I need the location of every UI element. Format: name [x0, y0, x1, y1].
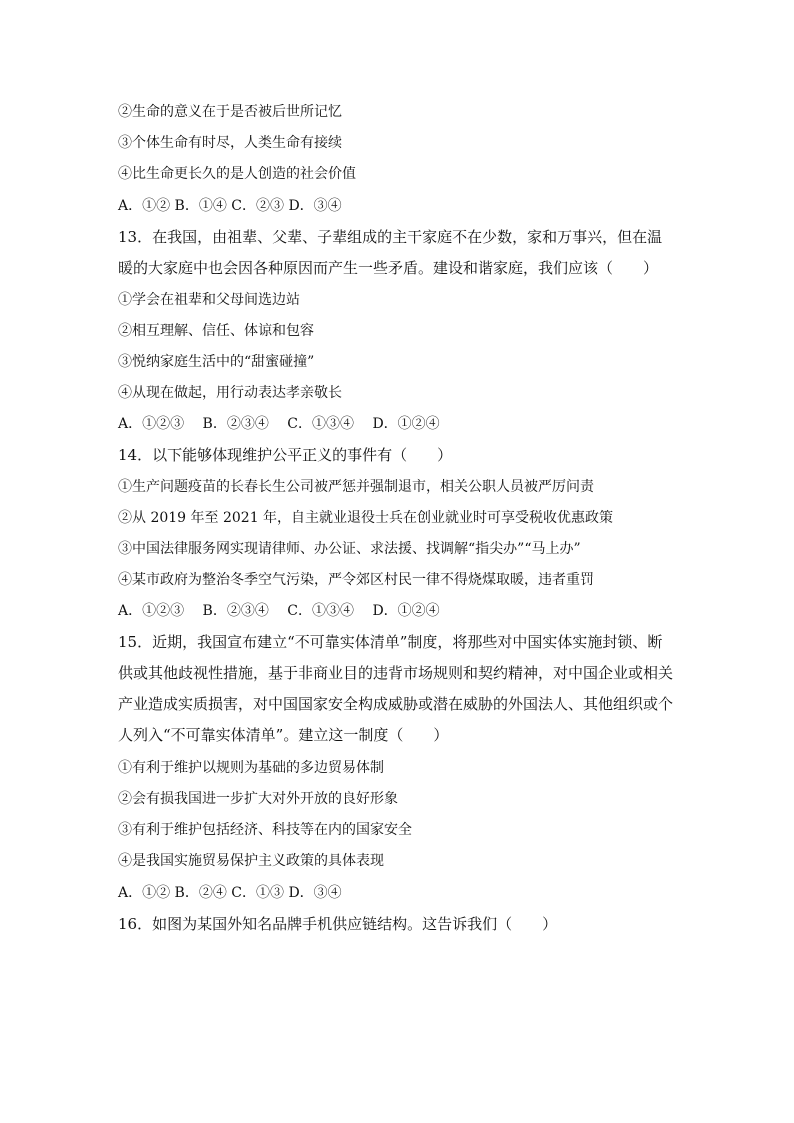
q15-answer-choices: A．①② B．②④ C．①③ D．③④ [118, 885, 342, 901]
q14-option-3: ③中国法律服务网实现请律师、办公证、求法援、找调解“指尖办”“马上办” [118, 541, 581, 557]
q14-answer-choices: A．①②③ B．②③④ C．①③④ D．①②④ [118, 603, 440, 619]
q15-option-2: ②会有损我国进一步扩大对外开放的良好形象 [118, 791, 398, 807]
q15-option-3: ③有利于维护包括经济、科技等在内的国家安全 [118, 822, 412, 838]
q13-stem: 13．在我国，由祖辈、父辈、子辈组成的主干家庭不在少数，家和万事兴，但在温暖的大家庭中也会因各种原因而产生一些矛盾。建设和谐家庭，我们应该（ ） [118, 228, 663, 277]
q13-option-3: ③悦纳家庭生活中的“甜蜜碰撞” [118, 354, 315, 370]
q16-stem: 16．如图为某国外知名品牌手机供应链结构。这告诉我们（ ） [118, 915, 558, 933]
q15-option-4: ④是我国实施贸易保护主义政策的具体表现 [118, 853, 384, 869]
q14-option-1: ①生产问题疫苗的长春长生公司被严惩并强制退市，相关公职人员被严厉问责 [118, 479, 594, 495]
q14-stem: 14．以下能够体现维护公平正义的事件有（ ） [118, 446, 453, 464]
q14-option-4: ④某市政府为整治冬季空气污染，严令郊区村民一律不得烧煤取暖，违者重罚 [118, 572, 594, 588]
q15-stem: 15．近期，我国宣布建立“不可靠实体清单”制度，将那些对中国实体实施封锁、断供或其他歧视性措施，基于非商业目的违背市场规则和契约精神，对中国企业或相关产业造成实质损害，对中国国家安全构成威胁或潜在威胁的外国法人、其他组织或个人列入“不可靠实体清单”。建立这一制度（ ） [118, 633, 674, 744]
q13-option-2: ②相互理解、信任、体谅和包容 [118, 323, 314, 339]
q12-option-3: ③个体生命有时尽，人类生命有接续 [118, 135, 342, 151]
q13-option-4: ④从现在做起，用行动表达孝亲敬长 [118, 385, 342, 401]
q15-option-1: ①有利于维护以规则为基础的多边贸易体制 [118, 760, 384, 776]
q12-answer-choices: A．①② B．①④ C．②③ D．③④ [118, 198, 342, 214]
q14-option-2: ②从 2019 年至 2021 年，自主就业退役士兵在创业就业时可享受税收优惠政策 [118, 510, 614, 526]
q12-option-2: ②生命的意义在于是否被后世所记忆 [118, 104, 342, 120]
q13-answer-choices: A．①②③ B．②③④ C．①③④ D．①②④ [118, 416, 440, 432]
q13-option-1: ①学会在祖辈和父母间选边站 [118, 292, 300, 308]
q12-option-4: ④比生命更长久的是人创造的社会价值 [118, 166, 356, 182]
